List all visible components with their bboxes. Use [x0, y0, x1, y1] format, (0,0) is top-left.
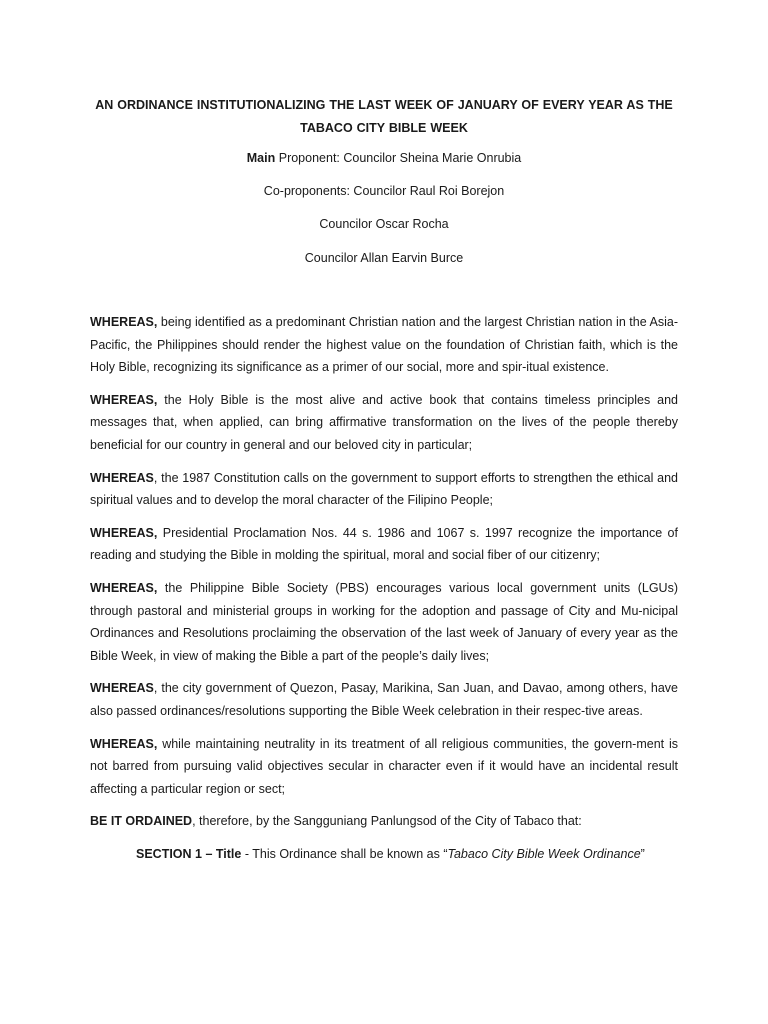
co-proponent-line-3: Councilor Allan Earvin Burce — [304, 251, 464, 265]
whereas-paragraph-7 — [90, 733, 678, 801]
paragraph-text: while maintaining neutrality in its treatment of all religious communities, the govern-ment is not barred from pursuing valid objectives secular in character even if it would have an incidental result affecting a particular region or sect; — [90, 736, 678, 796]
paragraph-lead: WHEREAS, — [90, 736, 158, 751]
whereas-paragraph-6 — [90, 677, 678, 722]
co-proponent-line-2: Councilor Oscar Rocha — [319, 217, 449, 231]
paragraph-text: being identified as a predominant Christian nation and the largest Christian nation in the Asia-Pacific, the Philippines should render the highest value on the foundation of Christian faith, which is the Holy Bible, recognizing its significance as a primer of our social, more and spir-itual existence. — [90, 315, 678, 375]
paragraph-lead: WHEREAS — [90, 470, 154, 485]
whereas-paragraph-4 — [90, 522, 678, 567]
section-separator: - This Ordinance shall be known as “ — [241, 846, 448, 861]
section-closing-quote: ” — [640, 846, 645, 861]
paragraph-text: , the city government of Quezon, Pasay, Marikina, San Juan, and Davao, among others, have also passed ordinances/resolutions supporting the Bible Week celebration in their respec-tive areas. — [90, 681, 678, 718]
paragraph-lead: BE IT ORDAINED — [90, 814, 193, 829]
paragraph-lead: WHEREAS — [90, 681, 154, 696]
section-1-line — [136, 843, 678, 866]
ordinance-short-title: Tabaco City Bible Week Ordinance — [447, 846, 641, 861]
ordained-paragraph — [90, 810, 678, 833]
paragraph-text: the Philippine Bible Society (PBS) encourages various local government units (LGUs) through pastoral and ministerial groups in working for the adoption and passage of City and Mu-nicipal Ordinances and Resolutions proclaiming the observation of the last week of January of every year as the Bible Week, in view of making the Bible a part of the people’s daily lives; — [90, 580, 678, 663]
paragraph-text: , the 1987 Constitution calls on the government to support efforts to strengthen the ethical and spiritual values and to develop the moral character of the Filipino People; — [90, 470, 678, 508]
main-proponent-line — [90, 148, 678, 168]
section-heading: SECTION 1 – Title — [136, 846, 242, 861]
ordinance-title: AN ORDINANCE INSTITUTIONALIZING THE LAST WEEK OF JANUARY OF EVERY YEAR AS THE TABACO CITY BIBLE WEEK — [95, 98, 673, 135]
paragraph-lead: WHEREAS, — [90, 580, 158, 595]
paragraph-lead: WHEREAS, — [90, 392, 158, 407]
whereas-paragraph-5 — [90, 577, 678, 667]
co-proponent-line-1: Co-proponents: Councilor Raul Roi Borejon — [263, 184, 505, 198]
ordinance-body — [90, 311, 678, 865]
whereas-paragraph-3 — [90, 467, 678, 512]
main-proponent-text: Proponent: Councilor Sheina Marie Onrubia — [278, 151, 522, 165]
paragraph-lead: WHEREAS, — [90, 315, 158, 329]
whereas-paragraph-1 — [90, 311, 678, 379]
paragraph-text: , therefore, by the Sangguniang Panlungsod of the City of Tabaco that: — [192, 814, 582, 829]
paragraph-text: Presidential Proclamation Nos. 44 s. 1986 and 1067 s. 1997 recognize the importance of reading and studying the Bible in molding the spiritual, moral and social fiber of our citizenry; — [90, 525, 678, 563]
paragraph-lead: WHEREAS, — [90, 525, 158, 540]
whereas-paragraph-2 — [90, 389, 678, 457]
paragraph-text: the Holy Bible is the most alive and active book that contains timeless principles and messages that, when applied, can bring affirmative transformation on the lives of the people thereby beneficial for our country in general and our beloved city in particular; — [90, 392, 678, 452]
main-proponent-label: Main — [246, 151, 276, 165]
